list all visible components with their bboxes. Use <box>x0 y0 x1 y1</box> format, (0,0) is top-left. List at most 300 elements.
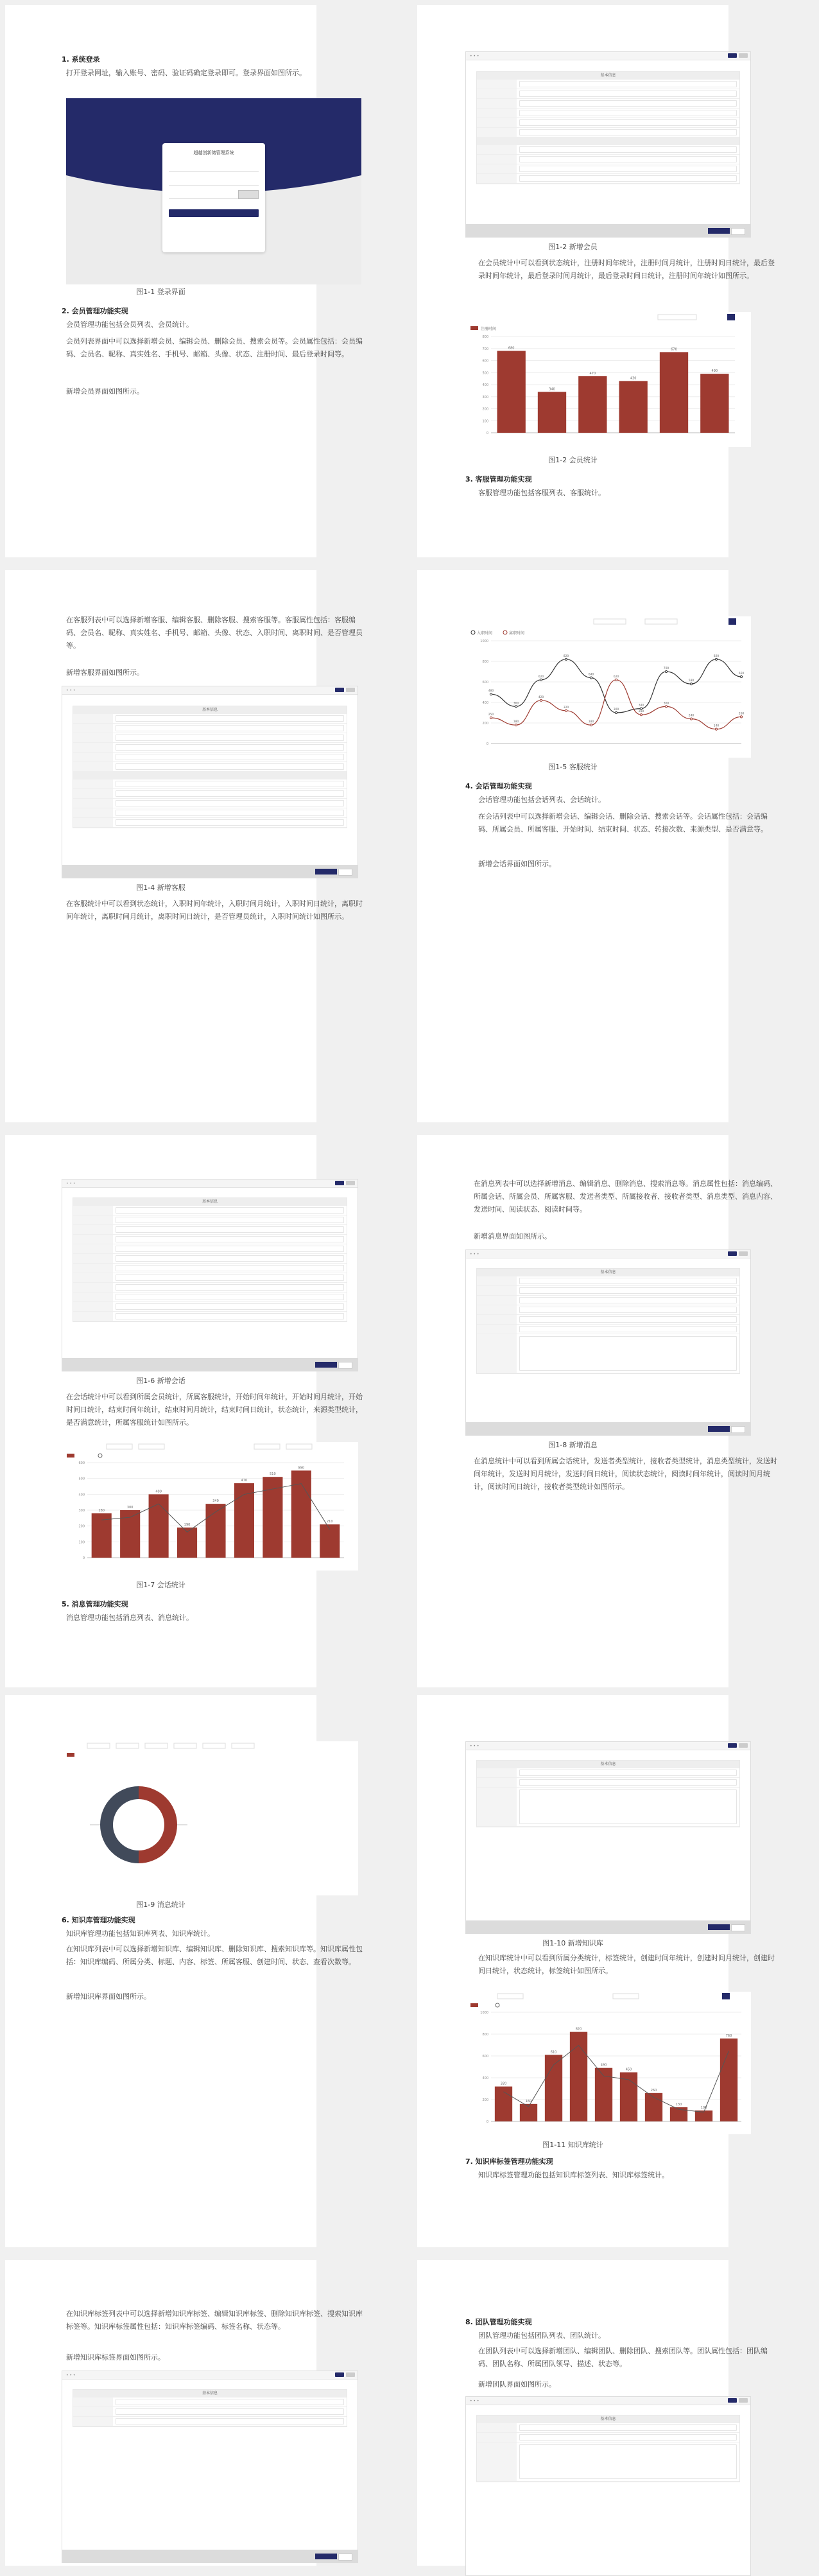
message-form <box>476 1268 740 1374</box>
data-point <box>640 714 642 716</box>
screenshot-titlebar: • • • <box>466 52 750 60</box>
data-label: 700 <box>663 667 669 670</box>
toolbar-buttons <box>335 688 355 692</box>
data-label: 260 <box>738 712 745 716</box>
form-input[interactable] <box>116 1236 344 1242</box>
figure-caption: 图1-4 新增客服 <box>136 883 185 892</box>
data-label: 420 <box>538 695 544 699</box>
toolbar-buttons <box>335 1181 355 1185</box>
section-title: 5. 消息管理功能实现 <box>62 1600 128 1608</box>
bar <box>92 1513 112 1558</box>
paragraph: 知识库管理功能包括知识库列表、知识库统计。 <box>66 1929 214 1938</box>
search-icon[interactable] <box>728 618 736 625</box>
legend-swatch <box>496 2003 499 2007</box>
form-input[interactable] <box>116 810 344 816</box>
paragraph: 新增消息界面如图所示。 <box>474 1232 551 1240</box>
data-label: 450 <box>625 2067 632 2072</box>
bar <box>578 376 607 433</box>
data-point <box>540 679 542 681</box>
doc-page-3 <box>5 570 363 1122</box>
y-tick-label: 0 <box>82 1556 85 1560</box>
data-point <box>665 670 667 672</box>
data-label: 510 <box>270 1472 276 1477</box>
paragraph: 在会员统计中可以看到状态统计，注册时间年统计，注册时间月统计，注册时间日统计，最后登录时间年统计，最后登录时间月统计，最后登录时间日统计，注册时间年统计如图所示。 <box>478 259 775 280</box>
legend-swatch <box>470 326 478 330</box>
data-label: 340 <box>638 704 644 708</box>
chart-plot <box>480 640 744 746</box>
section-title: 6. 知识库管理功能实现 <box>62 1916 135 1924</box>
screenshot-footer <box>466 1422 750 1435</box>
data-label: 280 <box>638 710 644 714</box>
close-button[interactable] <box>338 1362 352 1369</box>
chart-filter-select[interactable] <box>87 1743 110 1748</box>
data-label: 610 <box>550 2050 557 2055</box>
data-label: 180 <box>513 720 519 724</box>
search-icon[interactable] <box>722 1993 730 1999</box>
form-select[interactable] <box>116 1284 344 1291</box>
data-point <box>640 708 642 709</box>
paragraph: 在知识库列表中可以选择新增知识库、编辑知识库、删除知识库、搜索知识库等。知识库属性包括：知识库编码、所属分类、标题、内容、标签、所属客服、创建时间、状态、查看次数等。 <box>66 1945 363 1966</box>
figure-caption: 图1-7 会话统计 <box>136 1581 185 1589</box>
data-label: 490 <box>600 2063 607 2067</box>
form-input[interactable] <box>519 156 737 162</box>
doc-page-5 <box>5 1135 363 1687</box>
legend-swatch <box>98 1454 102 1458</box>
y-tick-label: 400 <box>78 1493 85 1497</box>
form-select[interactable] <box>519 146 737 153</box>
doc-page-6 <box>417 1135 777 1687</box>
data-point <box>490 717 492 718</box>
figure-caption: 图1-11 知识库统计 <box>542 2141 603 2149</box>
form-input[interactable] <box>116 754 344 760</box>
add-message-screenshot <box>465 1249 751 1436</box>
form-input[interactable] <box>116 744 344 751</box>
paragraph: 在会话列表中可以选择新增会话、编辑会话、删除会话、搜索会话等。会话属性包括：会话编码、所属会员、所属客服、开始时间、结束时间、状态、转接次数、来源类型、是否满意等。 <box>478 812 768 833</box>
data-point <box>590 677 592 679</box>
form-input[interactable] <box>116 735 344 741</box>
legend-label: 注册时间 <box>481 327 497 331</box>
chart-filter-select[interactable] <box>107 1444 132 1449</box>
data-point <box>540 699 542 701</box>
chart-plot <box>480 2011 741 2124</box>
form-input[interactable] <box>519 166 737 172</box>
form-header: 基本信息 <box>477 1761 739 1768</box>
confirm-button[interactable] <box>708 228 730 234</box>
data-label: 210 <box>327 1520 333 1524</box>
chart-filter-select[interactable] <box>203 1743 225 1748</box>
screenshot-titlebar: • • • <box>466 1250 750 1258</box>
confirm-button[interactable] <box>708 1426 730 1432</box>
y-tick-label: 400 <box>482 2076 488 2080</box>
data-point <box>590 724 592 726</box>
toolbar-buttons <box>728 1743 748 1748</box>
data-label: 820 <box>575 2027 582 2032</box>
y-tick-label: 200 <box>482 2098 488 2102</box>
toolbar-buttons <box>728 2398 748 2403</box>
pie-slice <box>139 1786 177 1863</box>
service-line-chart <box>465 616 751 758</box>
y-tick-label: 600 <box>482 359 488 363</box>
form-select[interactable] <box>116 1217 344 1223</box>
message-donut-chart <box>62 1741 358 1895</box>
data-point <box>715 728 717 730</box>
cancel-button[interactable] <box>739 1251 748 1256</box>
y-tick-label: 0 <box>486 742 488 746</box>
close-button[interactable] <box>731 1426 745 1433</box>
form-input[interactable] <box>519 110 737 116</box>
chart-filter-select[interactable] <box>139 1444 164 1449</box>
data-label: 820 <box>713 654 720 658</box>
data-point <box>565 658 567 660</box>
legend-label: 离职时间 <box>509 631 525 636</box>
screenshot-footer <box>466 1920 750 1933</box>
chart-filter-select[interactable] <box>497 1994 523 1999</box>
paragraph: 新增团队界面如图所示。 <box>478 2380 556 2389</box>
chart-filter-select[interactable] <box>232 1743 254 1748</box>
bar <box>538 392 566 433</box>
form-input[interactable] <box>116 1303 344 1310</box>
save-button[interactable] <box>728 1743 737 1748</box>
paragraph: 新增知识库界面如图所示。 <box>66 1992 151 2001</box>
section-title: 8. 团队管理功能实现 <box>465 2318 532 2326</box>
doc-page-8 <box>417 1695 775 2247</box>
y-tick-label: 100 <box>482 419 488 424</box>
y-tick-label: 600 <box>482 2055 488 2058</box>
data-label: 580 <box>688 679 694 683</box>
data-label: 300 <box>126 1506 134 1510</box>
data-point <box>665 706 667 708</box>
screenshot-titlebar: • • • <box>62 686 358 695</box>
close-button[interactable] <box>731 1924 745 1931</box>
section-title: 2. 会员管理功能实现 <box>62 307 128 315</box>
bar <box>660 352 688 433</box>
legend-label: 入职时间 <box>477 631 493 636</box>
form-input[interactable] <box>116 715 344 722</box>
data-label: 360 <box>513 702 519 706</box>
figure-caption: 图1-9 消息统计 <box>136 1901 185 1909</box>
paragraph: 会话管理功能包括会话列表、会话统计。 <box>478 796 605 804</box>
section-title: 4. 会话管理功能实现 <box>465 782 532 790</box>
data-label: 430 <box>630 376 637 381</box>
bar <box>320 1524 340 1558</box>
chart-filter-select[interactable] <box>174 1743 196 1748</box>
form-select[interactable] <box>519 1278 737 1284</box>
close-button[interactable] <box>731 228 745 235</box>
data-point <box>740 675 742 677</box>
form-input[interactable] <box>519 81 737 87</box>
data-label: 470 <box>589 371 596 376</box>
form-select[interactable] <box>519 1307 737 1313</box>
form-select[interactable] <box>116 781 344 787</box>
series-line <box>491 680 741 729</box>
captcha-field[interactable] <box>169 192 259 199</box>
form-section-header <box>73 772 347 779</box>
figure-caption: 图1-10 新增知识库 <box>542 1939 603 1947</box>
tag-form <box>73 2389 347 2427</box>
data-label: 100 <box>700 2106 707 2110</box>
paragraph: 打开登录网址，输入账号、密码、验证码确定登录即可。登录界面如图所示。 <box>66 69 306 77</box>
knowledge-form <box>476 1760 740 1827</box>
form-header: 基本信息 <box>73 2390 347 2398</box>
member-form <box>476 71 740 184</box>
paragraph: 客服管理功能包括客服列表、客服统计。 <box>478 489 605 497</box>
data-label: 140 <box>713 724 720 728</box>
y-tick-label: 200 <box>78 1524 85 1529</box>
chart-filter-select[interactable] <box>645 619 677 624</box>
captcha-image[interactable] <box>238 190 259 199</box>
toolbar-buttons <box>728 53 748 58</box>
y-tick-label: 1000 <box>480 640 488 643</box>
paragraph: 在客服统计中可以看到状态统计，入职时间年统计，入职时间月统计，入职时间日统计，离职时间年统计，离职时间月统计，离职时间日统计，是否管理员统计，入职时间统计如图所示。 <box>66 900 363 921</box>
trend-line <box>504 2046 729 2112</box>
data-label: 400 <box>155 1490 162 1494</box>
data-label: 620 <box>613 675 619 679</box>
form-input[interactable] <box>519 2424 737 2431</box>
data-label: 640 <box>588 673 594 677</box>
y-tick-label: 500 <box>78 1477 85 1481</box>
screenshot-titlebar: • • • <box>62 2371 358 2380</box>
form-input[interactable] <box>519 119 737 126</box>
bar <box>619 381 648 433</box>
form-header: 基本信息 <box>73 1198 347 1206</box>
paragraph: 新增会员界面如图所示。 <box>66 387 144 396</box>
service-stats-chart <box>465 616 751 758</box>
rich-text-editor[interactable] <box>519 1336 737 1371</box>
y-tick-label: 200 <box>482 407 488 412</box>
cancel-button[interactable] <box>346 2372 355 2377</box>
doc-page-9 <box>5 2260 363 2566</box>
form-select[interactable] <box>116 1226 344 1233</box>
chart-filter-select[interactable] <box>116 1743 139 1748</box>
member-bar-chart <box>465 312 751 447</box>
legend-swatch <box>67 1753 74 1757</box>
data-label: 470 <box>241 1479 248 1483</box>
form-input[interactable] <box>519 91 737 97</box>
form-input[interactable] <box>116 2399 344 2405</box>
cancel-button[interactable] <box>739 2398 748 2403</box>
search-icon[interactable] <box>727 314 735 320</box>
form-select[interactable] <box>116 1255 344 1262</box>
chart-filter-select[interactable] <box>286 1444 312 1449</box>
data-label: 130 <box>675 2102 682 2107</box>
cancel-button[interactable] <box>739 53 748 58</box>
form-input[interactable] <box>116 1313 344 1319</box>
login-screenshot <box>66 98 361 284</box>
paragraph: 在消息统计中可以看到所属会话统计，发送者类型统计，接收者类型统计，消息类型统计，发送时间年统计，发送时间月统计，发送时间日统计，阅读状态统计，阅读时间年统计，阅读时间月统计，阅读时间日统计，接收者类型统计如图所示。 <box>474 1457 777 1491</box>
screenshot-footer <box>62 2550 358 2563</box>
paragraph: 新增会话界面如图所示。 <box>478 860 556 868</box>
screenshot-titlebar: • • • <box>466 2397 750 2405</box>
figure-caption: 图1-2 新增会员 <box>548 243 598 251</box>
save-button[interactable] <box>335 1181 344 1185</box>
paragraph: 新增客服界面如图所示。 <box>66 668 144 677</box>
section-title: 7. 知识库标签管理功能实现 <box>465 2157 553 2166</box>
doc-page-4 <box>417 570 768 1122</box>
form-input[interactable] <box>116 1207 344 1214</box>
y-tick-label: 300 <box>78 1509 85 1513</box>
series-line <box>491 659 741 713</box>
add-team-screenshot <box>465 2396 751 2576</box>
add-session-screenshot <box>62 1179 358 1371</box>
confirm-button[interactable] <box>708 1924 730 1930</box>
figure-caption: 图1-2 会员统计 <box>548 456 598 464</box>
save-button[interactable] <box>728 53 737 58</box>
doc-page-1 <box>5 5 363 557</box>
data-point <box>715 658 717 660</box>
form-section-header <box>477 137 739 145</box>
save-button[interactable] <box>728 2398 737 2403</box>
paragraph: 在客服列表中可以选择新增客服、编辑客服、删除客服、搜索客服等。客服属性包括：客服编码、会员名、昵称、真实姓名、手机号、邮箱、头像、状态、入职时间、离职时间、是否管理员等。 <box>66 616 363 650</box>
paragraph: 在会话统计中可以看到所属会员统计，所属客服统计，开始时间年统计，开始时间月统计，开始时间日统计，结束时间年统计，结束时间月统计，结束时间日统计，状态统计，来源类型统计，是否满意统计，所属客服统计如图所示。 <box>66 1393 363 1427</box>
y-tick-label: 200 <box>482 722 488 726</box>
legend-swatch <box>471 631 475 634</box>
add-service-screenshot <box>62 686 358 878</box>
save-button[interactable] <box>335 688 344 692</box>
form-input[interactable] <box>116 1265 344 1271</box>
knowledge-bar-chart <box>465 1992 751 2134</box>
save-button[interactable] <box>335 2372 344 2377</box>
y-tick-label: 600 <box>482 681 488 684</box>
y-tick-label: 400 <box>482 701 488 705</box>
cancel-button[interactable] <box>346 1181 355 1185</box>
data-label: 250 <box>488 713 494 717</box>
data-label: 160 <box>525 2099 532 2103</box>
form-input[interactable] <box>519 100 737 107</box>
y-tick-label: 100 <box>78 1540 85 1545</box>
doc-page-10 <box>417 2260 768 2566</box>
form-select[interactable] <box>519 1297 737 1303</box>
add-knowledge-screenshot <box>465 1741 751 1934</box>
confirm-button[interactable] <box>315 1362 337 1368</box>
chart-filter-select[interactable] <box>594 619 626 624</box>
screenshot-titlebar: • • • <box>62 1179 358 1188</box>
paragraph: 会员列表界面中可以选择新增会员、编辑会员、删除会员、搜索会员等。会员属性包括：会员编码、会员名、昵称、真实姓名、手机号、邮箱、头像、状态、注册时间、最后登录时间等。 <box>66 337 363 358</box>
pie-slice <box>100 1786 139 1863</box>
bar <box>720 2039 737 2121</box>
data-label: 490 <box>711 369 718 374</box>
form-select[interactable] <box>519 175 737 182</box>
y-tick-label: 300 <box>482 395 488 399</box>
chart-filter-select[interactable] <box>613 1994 639 1999</box>
toolbar-buttons <box>335 2372 355 2377</box>
data-label: 190 <box>184 1523 191 1527</box>
form-input[interactable] <box>116 763 344 770</box>
form-header: 基本信息 <box>477 2415 739 2423</box>
close-button[interactable] <box>338 869 352 876</box>
form-input[interactable] <box>116 1294 344 1300</box>
form-select[interactable] <box>519 2434 737 2441</box>
form-select[interactable] <box>116 1275 344 1281</box>
screenshot-footer <box>62 865 358 878</box>
bar <box>700 374 728 433</box>
form-select[interactable] <box>519 1287 737 1294</box>
session-form <box>73 1197 347 1322</box>
form-input[interactable] <box>116 790 344 797</box>
chart-filter-select[interactable] <box>658 315 696 320</box>
form-header: 基本信息 <box>73 706 347 714</box>
data-label: 670 <box>671 347 677 352</box>
section-title: 3. 客服管理功能实现 <box>465 475 532 483</box>
paragraph: 在知识库标签列表中可以选择新增知识库标签、编辑知识库标签、删除知识库标签、搜索知识库标签等。知识库标签属性包括：知识库标签编码、标签名称、状态等。 <box>66 2310 363 2331</box>
data-label: 300 <box>613 708 619 711</box>
form-input[interactable] <box>519 129 737 135</box>
data-label: 340 <box>549 387 555 392</box>
data-label: 280 <box>98 1508 105 1513</box>
toolbar-buttons <box>728 1251 748 1256</box>
figure-caption: 图1-6 新增会话 <box>136 1377 185 1385</box>
data-point <box>515 724 517 726</box>
form-select[interactable] <box>116 2418 344 2424</box>
data-label: 260 <box>650 2088 657 2093</box>
form-select[interactable] <box>519 1326 737 1332</box>
form-select[interactable] <box>519 1770 737 1776</box>
rich-text-editor[interactable] <box>519 1789 737 1824</box>
data-label: 650 <box>738 672 745 675</box>
confirm-button[interactable] <box>315 2554 337 2559</box>
chart-filter-select[interactable] <box>254 1444 280 1449</box>
form-input[interactable] <box>116 725 344 731</box>
add-member-screenshot <box>465 51 751 238</box>
form-select[interactable] <box>519 1316 737 1323</box>
paragraph: 团队管理功能包括团队列表、团队统计。 <box>478 2331 605 2340</box>
y-tick-label: 0 <box>486 431 488 435</box>
service-form <box>73 706 347 828</box>
close-button[interactable] <box>338 2554 352 2561</box>
data-point <box>690 683 692 685</box>
data-label: 480 <box>488 690 494 693</box>
data-label: 760 <box>725 2033 732 2038</box>
login-card <box>162 143 265 252</box>
y-tick-label: 800 <box>482 660 488 664</box>
form-select[interactable] <box>116 819 344 826</box>
paragraph: 消息管理功能包括消息列表、消息统计。 <box>66 1614 193 1622</box>
data-point <box>565 709 567 711</box>
data-label: 680 <box>508 346 515 351</box>
data-label: 240 <box>688 714 694 718</box>
data-label: 820 <box>563 654 569 658</box>
data-label: 360 <box>663 702 669 706</box>
paragraph: 在知识库统计中可以看到所属分类统计，标签统计，创建时间年统计，创建时间月统计，创建时间日统计，状态统计，标签统计如图所示。 <box>478 1954 775 1975</box>
paragraph: 知识库标签管理功能包括知识库标签列表、知识库标签统计。 <box>478 2171 669 2179</box>
confirm-button[interactable] <box>315 869 337 875</box>
data-label: 320 <box>500 2082 507 2086</box>
chart-filter-select[interactable] <box>145 1743 168 1748</box>
add-knowledge-tag-screenshot <box>62 2371 358 2563</box>
paragraph: 会员管理功能包括会员列表、会员统计。 <box>66 320 193 329</box>
save-button[interactable] <box>728 1251 737 1256</box>
username-field[interactable] <box>169 165 259 172</box>
session-bar-chart <box>62 1442 358 1571</box>
form-input[interactable] <box>116 1246 344 1252</box>
legend-swatch <box>470 2003 478 2007</box>
figure-caption: 图1-1 登录界面 <box>136 288 185 296</box>
y-tick-label: 700 <box>482 347 488 351</box>
chart-plot <box>482 335 735 435</box>
password-field[interactable] <box>169 178 259 186</box>
rich-text-editor[interactable] <box>519 2444 737 2479</box>
cancel-button[interactable] <box>739 1743 748 1748</box>
form-input[interactable] <box>519 1779 737 1786</box>
login-title: 超越创新储管理系统 <box>193 150 234 155</box>
cancel-button[interactable] <box>346 688 355 692</box>
login-button[interactable] <box>169 209 259 217</box>
form-input[interactable] <box>116 800 344 806</box>
knowledge-stats-chart <box>465 1992 751 2134</box>
y-tick-label: 600 <box>78 1461 85 1465</box>
form-input[interactable] <box>116 2408 344 2415</box>
paragraph: 新增知识库标签界面如图所示。 <box>66 2353 165 2362</box>
figure-caption: 图1-8 新增消息 <box>548 1441 598 1449</box>
